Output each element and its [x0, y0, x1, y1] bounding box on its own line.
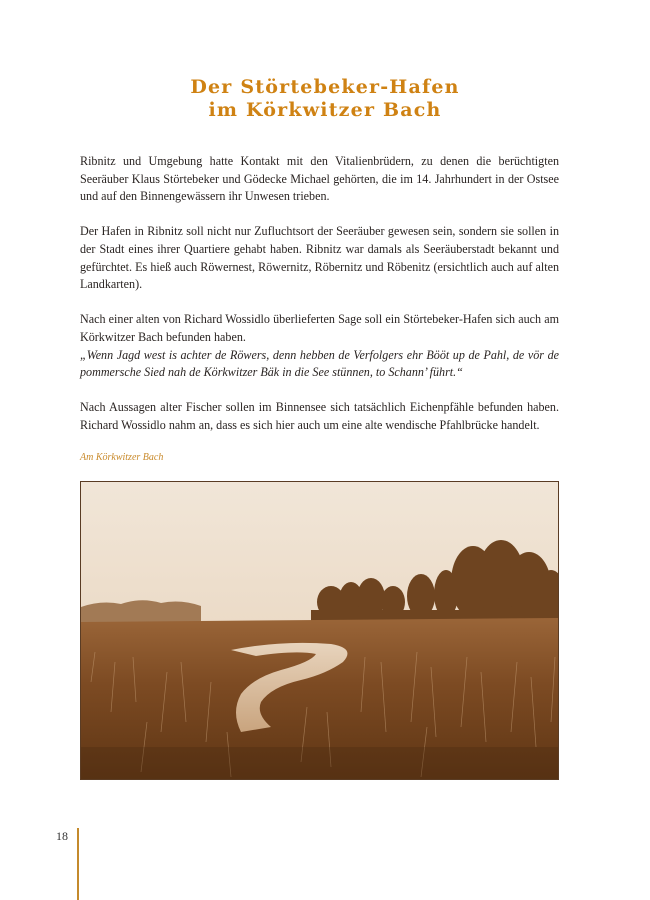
page-title [0, 76, 650, 122]
page-rule [77, 828, 79, 900]
title-line-1: Der Störtebeker-Hafen [190, 76, 460, 98]
body-text [80, 153, 559, 452]
sepia-marsh-image [81, 482, 559, 780]
landscape-photo [80, 481, 559, 780]
paragraph-3: Nach einer alten von Richard Wossidlo überlieferten Sage soll ein Störtebeker-Hafen sich auch am Körkwitzer Bach befunden haben. [80, 312, 559, 344]
paragraph-4: Nach Aussagen alter Fischer sollen im Binnensee sich tatsächlich Eichenpfähle befunden haben. Richard Wossidlo nahm an, dass es sich hier auch um eine alte wendische Pfahlbrücke handelt. [80, 400, 559, 432]
title-line-2: im Körkwitzer Bach [208, 99, 442, 121]
photo-caption: Am Körkwitzer Bach [80, 452, 164, 463]
dialect-quote: „Wenn Jagd west is achter de Röwers, denn hebben de Verfolgers ehr Bööt up de Pahl, de vör de pommersche Sied nah de Körkwitzer Bäk in die See stünnen, to Schann’ führt.“ [80, 347, 559, 380]
foreground-shadow [81, 747, 559, 780]
page-number: 18 [56, 829, 68, 843]
paragraph-2: Der Hafen in Ribnitz soll nicht nur Zufluchtsort der Seeräuber gewesen sein, sondern sie sollen in der Stadt eines ihrer Quartiere gehabt haben. Ribnitz war damals als Seeräuberstadt bekannt und gefürchtet. Es hieß auch Röwernest, Röwernitz, Röbernitz und Röbenitz (ersichtlich auch auf alten Landkarten). [80, 224, 559, 292]
distant-shrubs [81, 600, 201, 622]
paragraph-1: Ribnitz und Umgebung hatte Kontakt mit den Vitalienbrüdern, zu denen die berüchtigten Seeräuber Klaus Störtebeker und Gödecke Michael gehörten, die im 14. Jahrhundert in der Ostsee und auf den Binnengewässern ihr Unwesen trieben. [80, 154, 559, 204]
